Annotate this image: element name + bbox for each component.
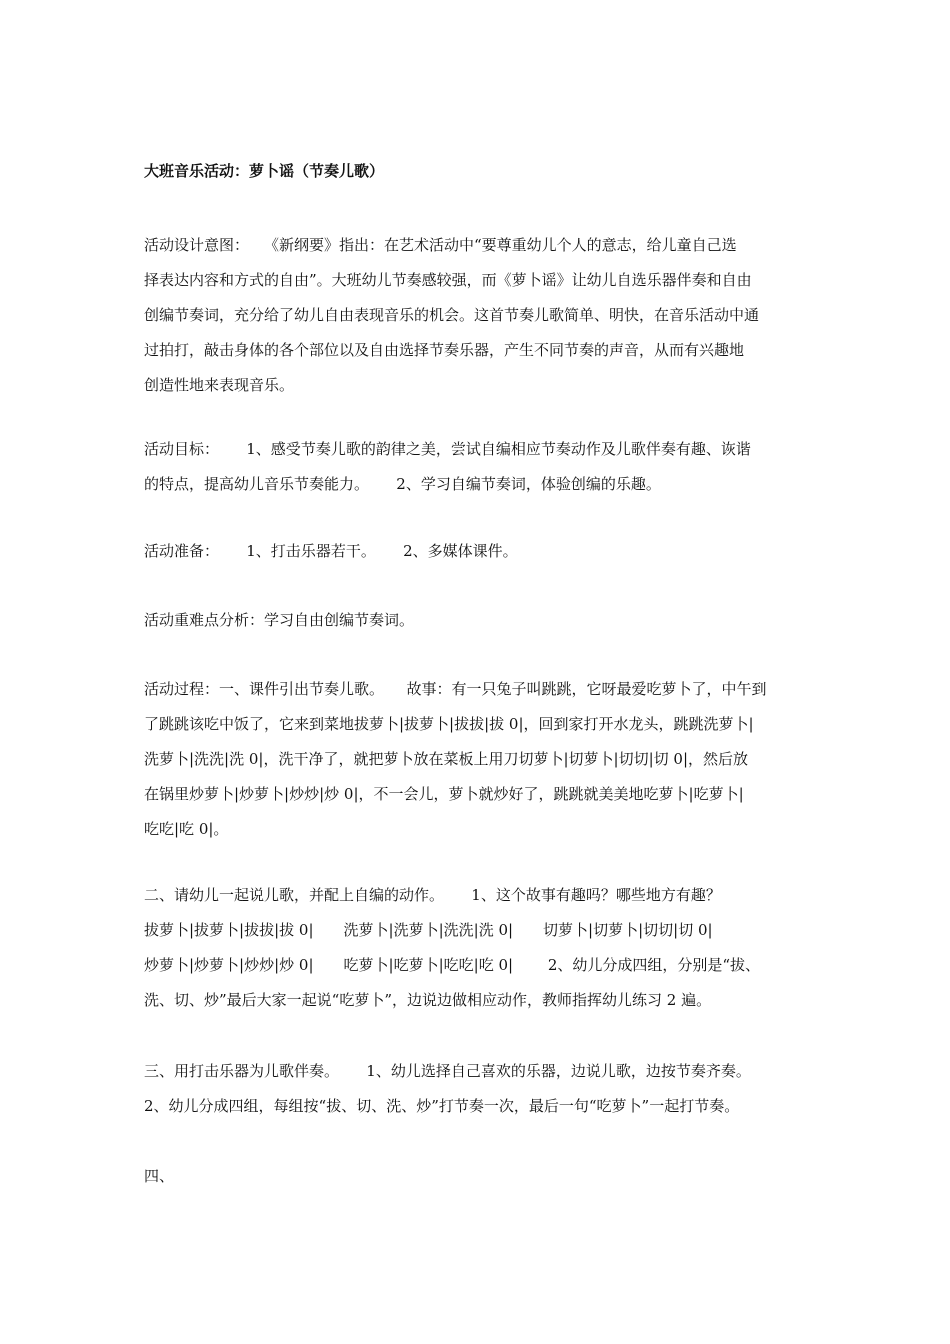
paragraph-line: 四、 <box>144 1167 175 1185</box>
paragraph-line: 择表达内容和方式的自由”。大班幼儿节奏感较强，而《萝卜谣》让幼儿自选乐器伴奏和自由 <box>144 271 752 289</box>
paragraph-line: 活动过程：一、课件引出节奏儿歌。 故事：有一只兔子叫跳跳，它呀最爱吃萝卜了，中午到 <box>144 680 767 698</box>
paragraph-line: 过拍打，敲击身体的各个部位以及自由选择节奏乐器，产生不同节奏的声音，从而有兴趣地 <box>144 341 745 359</box>
paragraph-line: 洗、切、炒”最后大家一起说“吃萝卜”，边说边做相应动作，教师指挥幼儿练习 2 遍。 <box>144 991 712 1009</box>
paragraph-line: 2、幼儿分成四组，每组按“拔、切、洗、炒”打节奏一次，最后一句“吃萝卜”一起打节奏。 <box>144 1097 740 1115</box>
paragraph-line: 创造性地来表现音乐。 <box>144 376 295 394</box>
process-paragraph <box>144 672 814 847</box>
paragraph-line: 活动设计意图： 《新纲要》指出：在艺术活动中“要尊重幼儿个人的意志，给儿童自己选 <box>144 236 737 254</box>
paragraph-line: 二、请幼儿一起说儿歌，并配上自编的动作。 1、这个故事有趣吗？哪些地方有趣？ <box>144 886 721 904</box>
step-two-paragraph <box>144 878 814 1018</box>
paragraph-line: 创编节奏词，充分给了幼儿自由表现音乐的机会。这首节奏儿歌简单、明快，在音乐活动中通 <box>144 306 760 324</box>
paragraph-line: 活动目标： 1、感受节奏儿歌的韵律之美，尝试自编相应节奏动作及儿歌伴奏有趣、诙谐 <box>144 440 751 458</box>
paragraph-line: 的特点，提高幼儿音乐节奏能力。 2、学习自编节奏词，体验创编的乐趣。 <box>144 475 661 493</box>
paragraph-line: 拔萝卜|拔萝卜|拔拔|拔 0| 洗萝卜|洗萝卜|洗洗|洗 0| 切萝卜|切萝卜|切切|切 0| <box>144 921 713 939</box>
paragraph-line: 三、用打击乐器为儿歌伴奏。 1、幼儿选择自己喜欢的乐器，边说儿歌，边按节奏齐奏。 <box>144 1062 751 1080</box>
paragraph-line: 吃吃|吃 0|。 <box>144 820 229 838</box>
preparation-paragraph <box>144 534 814 569</box>
document-title: 大班音乐活动：萝卜谣（节奏儿歌） <box>144 162 385 180</box>
paragraph-line: 了跳跳该吃中饭了，它来到菜地拔萝卜|拔萝卜|拔拔|拔 0|，回到家打开水龙头，跳跳洗萝卜| <box>144 715 754 733</box>
step-three-paragraph <box>144 1054 814 1124</box>
paragraph-line: 活动重难点分析：学习自由创编节奏词。 <box>144 611 415 629</box>
step-four-paragraph <box>144 1159 814 1194</box>
paragraph-line: 活动准备： 1、打击乐器若干。 2、多媒体课件。 <box>144 542 518 560</box>
goals-paragraph <box>144 432 814 502</box>
paragraph-line: 在锅里炒萝卜|炒萝卜|炒炒|炒 0|，不一会儿，萝卜就炒好了，跳跳就美美地吃萝卜|吃萝卜| <box>144 785 744 803</box>
difficulty-paragraph <box>144 603 814 638</box>
paragraph-line: 洗萝卜|洗洗|洗 0|，洗干净了，就把萝卜放在菜板上用刀切萝卜|切萝卜|切切|切 0|，然后放 <box>144 750 749 768</box>
paragraph-line: 炒萝卜|炒萝卜|炒炒|炒 0| 吃萝卜|吃萝卜|吃吃|吃 0| 2、幼儿分成四组，分别是“拔、 <box>144 956 761 974</box>
design-intent-paragraph <box>144 228 814 403</box>
